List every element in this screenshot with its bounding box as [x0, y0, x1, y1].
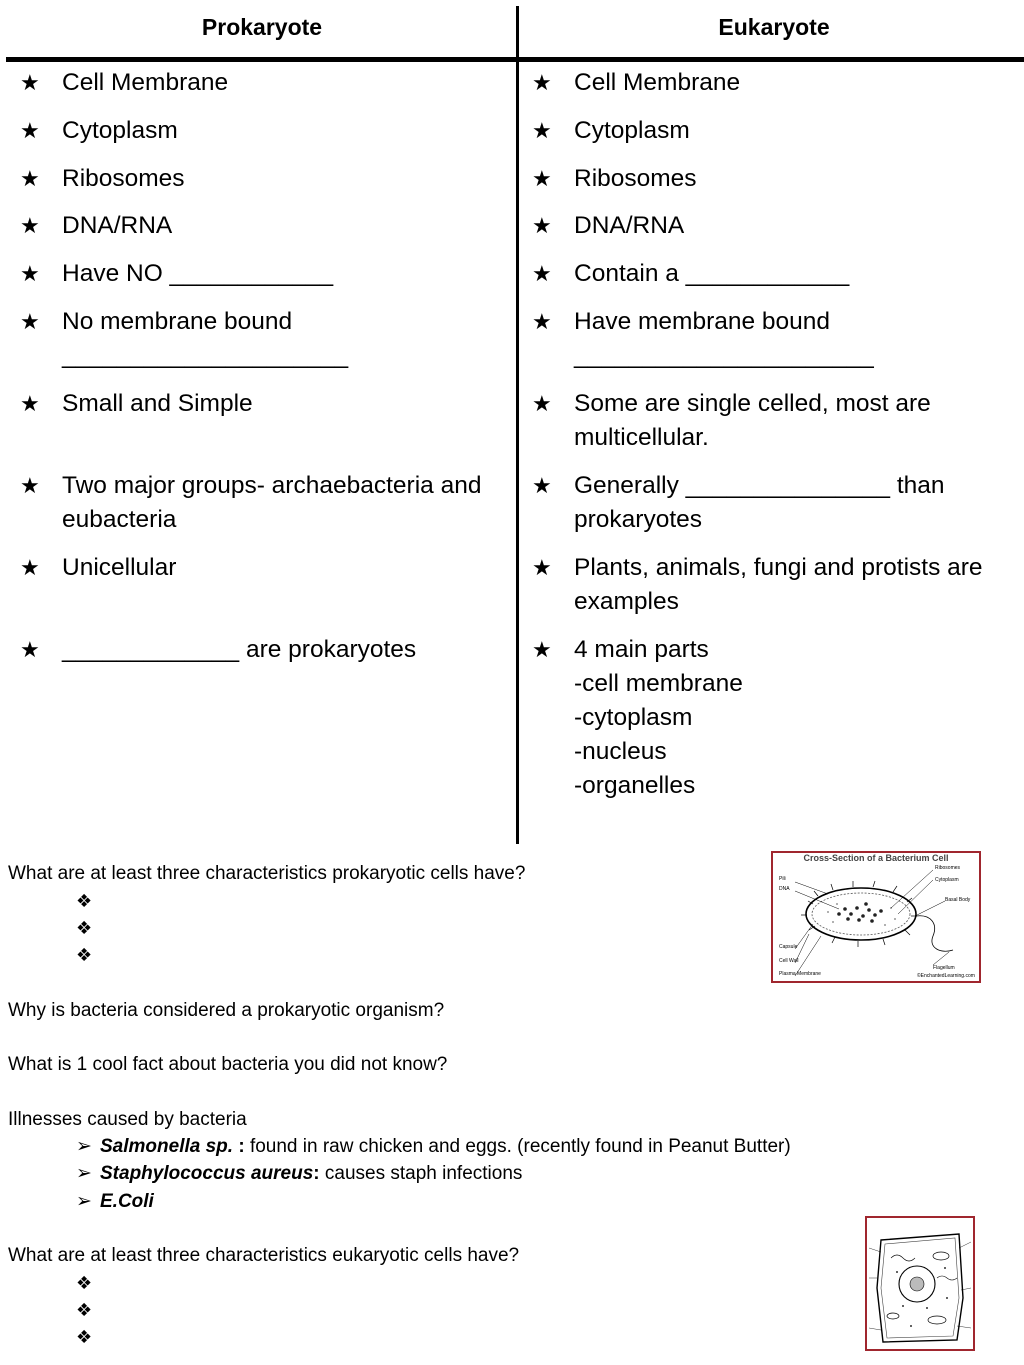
answer-bullet-icon: ❖ — [76, 891, 93, 911]
illness-item — [76, 1191, 154, 1213]
eukaryote-item — [532, 209, 1020, 243]
prokaryote-item-text: Two major groups- archaebacteria and eubacteria — [62, 472, 482, 533]
arrow-bullet-icon: ➢ — [76, 1163, 92, 1184]
eukaryote-item — [532, 387, 1020, 455]
figure-label-flagellum: Flagellum — [933, 965, 955, 971]
eukaryote-item-text: Some are single celled, most are multicellular. — [574, 390, 931, 451]
illness-name: Staphylococcus aureus — [100, 1163, 314, 1184]
eukaryote-item-text: Have membrane bound ______________________ — [574, 308, 874, 369]
star-bullet-icon: ★ — [20, 166, 40, 191]
prokaryote-item — [20, 66, 510, 100]
eukaryote-item-text: 4 main parts -cell membrane -cytoplasm -nucleus -organelles — [574, 636, 743, 799]
prokaryote-item-text: Ribosomes — [62, 165, 185, 192]
illness-item — [76, 1136, 791, 1158]
eukaryotic-cell-figure — [865, 1216, 975, 1351]
star-bullet-icon: ★ — [20, 555, 40, 580]
star-bullet-icon: ★ — [532, 555, 552, 580]
question-eukaryotic-characteristics: What are at least three characteristics eukaryotic cells have? — [8, 1245, 520, 1266]
prokaryote-item — [20, 305, 510, 373]
figure-copyright: ©EnchantedLearning.com — [917, 973, 975, 979]
column-divider — [516, 6, 519, 844]
prokaryote-item-text: Cell Membrane — [62, 69, 229, 96]
prokaryote-item-text: No membrane bound _____________________ — [62, 308, 349, 369]
bacterium-cross-section-figure — [771, 851, 981, 983]
illness-separator: : — [233, 1136, 250, 1157]
eukaryote-item-text: DNA/RNA — [574, 212, 685, 239]
star-bullet-icon: ★ — [20, 70, 40, 95]
answer-bullet-icon: ❖ — [76, 945, 93, 965]
answer-bullet-icon: ❖ — [76, 918, 93, 938]
prokaryote-item — [20, 551, 510, 585]
eukaryote-item-text: Plants, animals, fungi and protists are examples — [574, 554, 983, 615]
star-bullet-icon: ★ — [20, 213, 40, 238]
star-bullet-icon: ★ — [532, 309, 552, 334]
figure-label-pili: Pili — [779, 876, 786, 882]
prokaryote-item-text: DNA/RNA — [62, 212, 173, 239]
star-bullet-icon: ★ — [532, 637, 552, 662]
eukaryote-item-text: Ribosomes — [574, 165, 697, 192]
figure-title: Cross-Section of a Bacterium Cell — [803, 853, 949, 863]
question-cool-fact: What is 1 cool fact about bacteria you did not know? — [8, 1054, 448, 1075]
illnesses-title: Illnesses caused by bacteria — [8, 1109, 247, 1130]
answer-bullet-icon: ❖ — [76, 1273, 93, 1293]
star-bullet-icon: ★ — [20, 309, 40, 334]
illness-separator: : — [313, 1163, 325, 1184]
star-bullet-icon: ★ — [532, 261, 552, 286]
prokaryote-item — [20, 387, 510, 421]
figure-label-plasma-membrane: Plasma Membrane — [779, 971, 821, 977]
prokaryote-item — [20, 633, 510, 667]
arrow-bullet-icon: ➢ — [76, 1136, 92, 1157]
star-bullet-icon: ★ — [532, 391, 552, 416]
prokaryote-item-text: _____________ are prokaryotes — [62, 636, 417, 663]
prokaryote-item-text: Cytoplasm — [62, 117, 178, 144]
star-bullet-icon: ★ — [532, 118, 552, 143]
eukaryote-item-text: Cell Membrane — [574, 69, 741, 96]
prokaryote-item-text: Have NO ____________ — [62, 260, 334, 287]
eukaryote-header: Eukaryote — [718, 14, 830, 40]
arrow-bullet-icon: ➢ — [76, 1191, 92, 1212]
star-bullet-icon: ★ — [20, 473, 40, 498]
star-bullet-icon: ★ — [532, 166, 552, 191]
eukaryote-item — [532, 162, 1020, 196]
eukaryote-item-text: Cytoplasm — [574, 117, 690, 144]
star-bullet-icon: ★ — [532, 473, 552, 498]
eukaryote-item — [532, 257, 1020, 291]
question-bacteria-prokaryotic: Why is bacteria considered a prokaryotic organism? — [8, 1000, 445, 1021]
figure-label-cytoplasm: Cytoplasm — [935, 877, 959, 883]
prokaryote-item — [20, 114, 510, 148]
illness-item — [76, 1163, 522, 1185]
star-bullet-icon: ★ — [20, 391, 40, 416]
prokaryote-item-text: Small and Simple — [62, 390, 253, 417]
star-bullet-icon: ★ — [532, 213, 552, 238]
prokaryote-item — [20, 162, 510, 196]
prokaryote-header: Prokaryote — [201, 14, 323, 40]
prokaryote-item-text: Unicellular — [62, 554, 177, 581]
figure-label-dna: DNA — [779, 886, 790, 892]
star-bullet-icon: ★ — [20, 118, 40, 143]
question-prokaryotic-characteristics: What are at least three characteristics prokaryotic cells have? — [8, 863, 526, 884]
answer-bullet-icon: ❖ — [76, 1327, 93, 1347]
star-bullet-icon: ★ — [20, 637, 40, 662]
star-bullet-icon: ★ — [532, 70, 552, 95]
eukaryotic-cell-diagram — [867, 1218, 973, 1349]
eukaryote-item — [532, 66, 1020, 100]
answer-bullet-icon: ❖ — [76, 1300, 93, 1320]
eukaryote-item — [532, 551, 1020, 619]
eukaryote-item — [532, 633, 1020, 803]
eukaryote-item — [532, 469, 1020, 537]
figure-label-basal-body: Basal Body — [945, 897, 971, 903]
eukaryote-item — [532, 114, 1020, 148]
eukaryote-item — [532, 305, 1020, 373]
prokaryote-item — [20, 257, 510, 291]
figure-label-capsule: Capsule — [779, 944, 798, 950]
star-bullet-icon: ★ — [20, 261, 40, 286]
illness-name: E.Coli — [100, 1191, 154, 1212]
eukaryote-item-text: Generally _______________ than prokaryotes — [574, 472, 945, 533]
prokaryote-item — [20, 469, 510, 537]
illness-description: found in raw chicken and eggs. (recently found in Peanut Butter) — [249, 1136, 791, 1157]
illness-name: Salmonella sp. — [100, 1136, 234, 1157]
eukaryote-item-text: Contain a ____________ — [574, 260, 850, 287]
header-divider — [6, 57, 1024, 62]
figure-label-ribosomes: Ribosomes — [935, 865, 961, 871]
illness-description: causes staph infections — [324, 1163, 523, 1184]
prokaryote-item — [20, 209, 510, 243]
figure-label-cell-wall: Cell Wall — [779, 958, 799, 964]
